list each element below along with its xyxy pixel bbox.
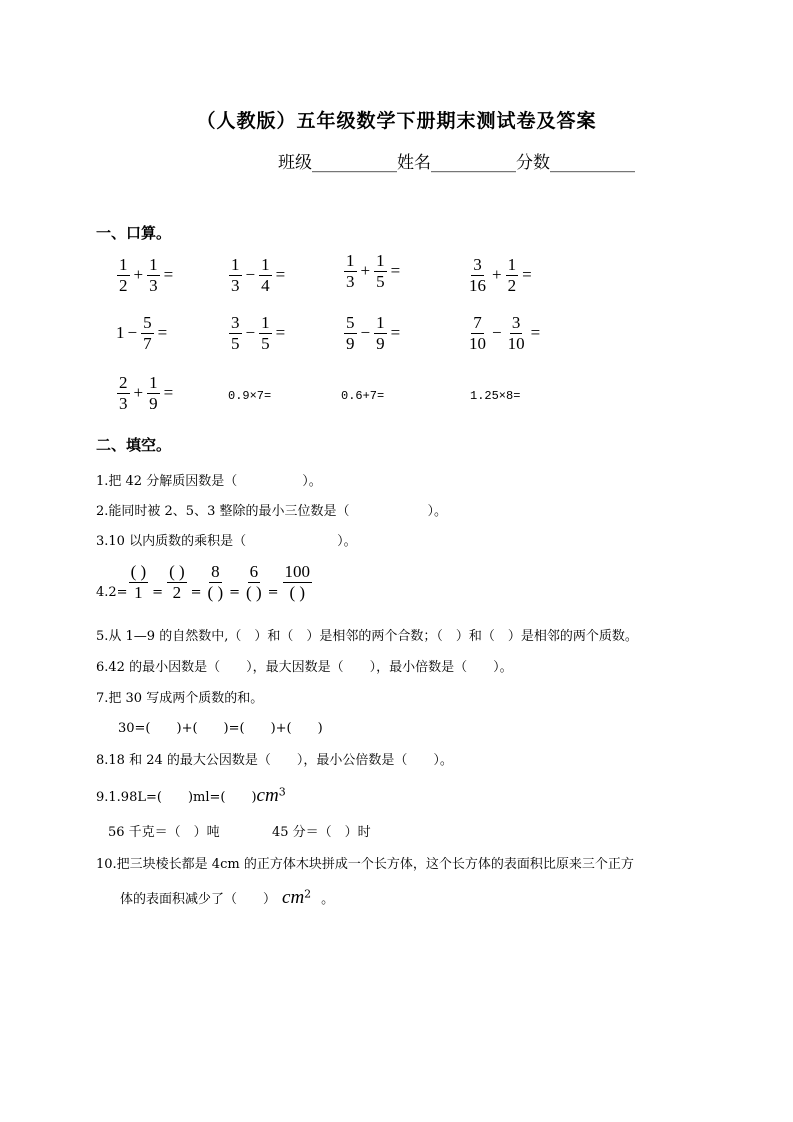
calc-3: $\frac{1}{3}$ + $\frac{1}{5}$ = [346,251,401,291]
score-label: 分数 [516,153,550,173]
calc-1: $\frac{1}{2}$ + $\frac{1}{3}$ = [119,255,174,295]
cm-unit: cm [282,887,305,908]
question-7: 7.把 30 写成两个质数的和。 [96,691,264,706]
cm-unit: cm [256,785,279,806]
calc-9: $\frac{2}{3}$ + $\frac{1}{9}$ = [119,373,174,413]
question-3: 3.10 以内质数的乘积是（ ）。 [96,534,357,549]
calc-11: 0.6+7= [341,389,385,403]
question-1: 1.把 42 分解质因数是（ ）。 [96,474,322,489]
name-blank[interactable]: __________ [431,153,516,173]
question-10: 10.把三块棱长都是 4cm 的正方体木块拼成一个长方体，这个长方体的表面积比原来三个正方 [96,857,634,872]
page-title: （人教版）五年级数学下册期末测试卷及答案 [196,110,597,132]
calc-8: $\frac{7}{10}$ − $\frac{3}{10}$ = [469,313,541,353]
question-2: 2.能同时被 2、5、3 整除的最小三位数是（ ）。 [96,504,447,519]
question-5: 5.从 1—9 的自然数中,（ ）和（ ）是相邻的两个合数；（ ）和（ ）是相邻的两个质数。 [96,629,638,644]
calc-6: $\frac{3}{5}$ − $\frac{1}{5}$ = [231,313,286,353]
calc-7: $\frac{5}{9}$ − $\frac{1}{9}$ = [346,313,401,353]
question-9-part-2-left: 56 千克＝（ ）吨 [108,825,220,840]
question-10-line-2: 体的表面积减少了（ ） $cm^2$ 。 [120,887,335,908]
info-line [278,148,635,173]
question-7-answer-line: 30=( )+( )=( )+( ) [118,721,323,736]
section2-heading: 二、填空。 [96,436,172,454]
name-label: 姓名 [397,153,431,173]
class-blank[interactable]: __________ [312,153,397,173]
score-blank[interactable]: __________ [550,153,635,173]
question-9-part-2-right: 45 分＝（ ）时 [272,825,371,840]
calc-5: 1 − $\frac{5}{7}$ = [116,313,168,353]
calc-2: $\frac{1}{3}$ − $\frac{1}{4}$ = [231,255,286,295]
calc-12: 1.25×8= [470,389,521,403]
calc-10: 0.9×7= [228,389,272,403]
section1-heading: 一、口算。 [96,224,172,242]
question-8: 8.18 和 24 的最大公因数是（ ），最小公倍数是（ ）。 [96,753,453,768]
question-9: 9.1.98L=( )ml=( )$cm^3$ [96,785,286,806]
question-4: 4.2= $\frac{( )}{1}$ = $\frac{( )}{2}$ = $\frac{8}{( )}$ = $\frac{6}{( )}$ = $\frac{100}{( )}$ [96,562,311,602]
class-label: 班级 [278,153,312,173]
calc-4: $\frac{3}{16}$ + $\frac{1}{2}$ = [469,255,532,295]
question-6: 6.42 的最小因数是（ ），最大因数是（ ），最小倍数是（ ）。 [96,660,513,675]
